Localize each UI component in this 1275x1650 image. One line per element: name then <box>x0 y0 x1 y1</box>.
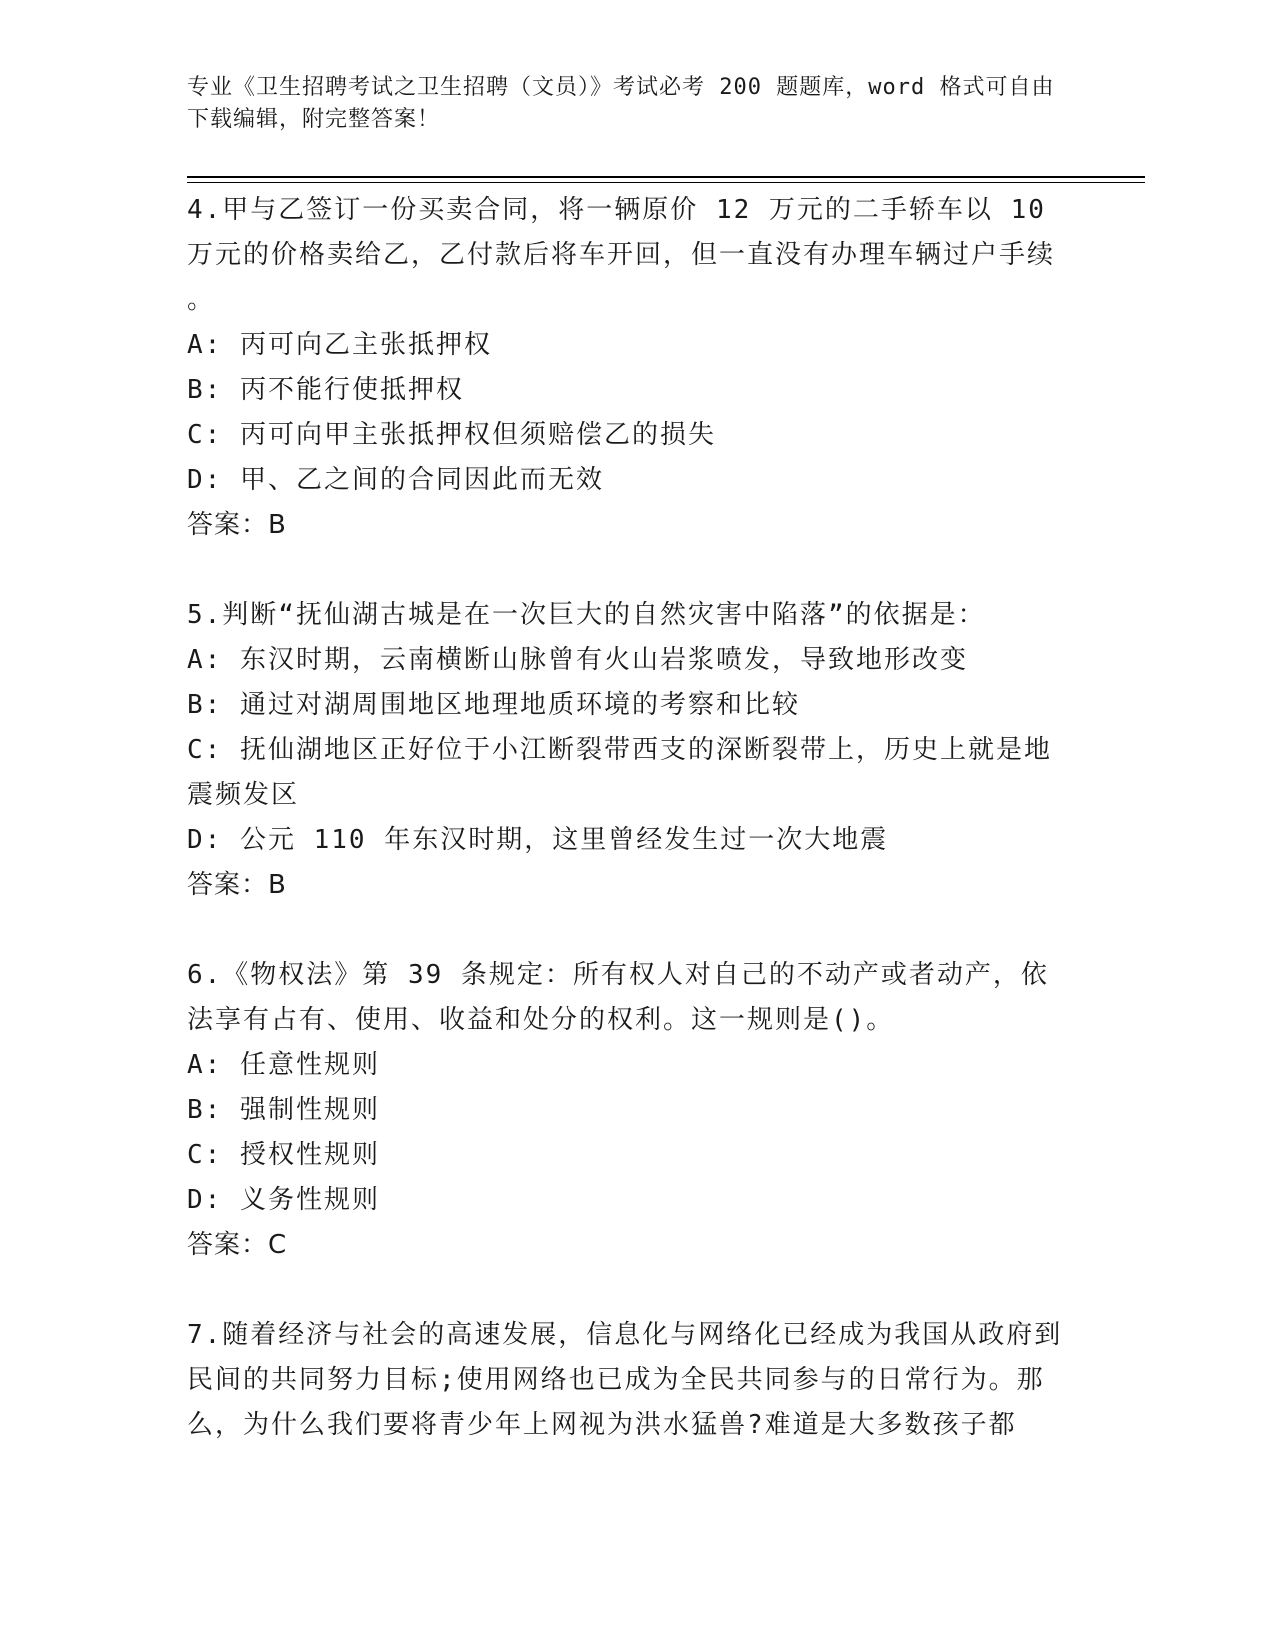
question-6 <box>187 953 1067 1268</box>
question-stem: 4.甲与乙签订一份买卖合同，将一辆原价 12 万元的二手轿车以 10 万元的价格卖给乙，乙付款后将车开回，但一直没有办理车辆过户手续 。 <box>187 195 1056 315</box>
option-d: D: 公元 110 年东汉时期，这里曾经发生过一次大地震 <box>187 825 889 855</box>
option-d: D: 甲、乙之间的合同因此而无效 <box>187 465 604 495</box>
document-header: 专业《卫生招聘考试之卫生招聘（文员）》考试必考 200 题题库，word 格式可自由下载编辑，附完整答案！ <box>187 75 1055 132</box>
question-stem: 7.随着经济与社会的高速发展，信息化与网络化已经成为我国从政府到民间的共同努力目标;使用网络也已成为全民共同参与的日常行为。那么，为什么我们要将青少年上网视为洪水猛兽?难道是大多数孩子都 <box>187 1320 1063 1440</box>
option-b: B: 丙不能行使抵押权 <box>187 375 464 405</box>
answer-label: 答案：B <box>187 510 287 540</box>
header-divider-thick <box>187 176 1145 178</box>
option-b: B: 强制性规则 <box>187 1095 380 1125</box>
option-a: A: 东汉时期，云南横断山脉曾有火山岩浆喷发，导致地形改变 <box>187 645 968 675</box>
option-d: D: 义务性规则 <box>187 1185 380 1215</box>
option-a: A: 任意性规则 <box>187 1050 380 1080</box>
question-list <box>187 188 1067 1493</box>
option-a: A: 丙可向乙主张抵押权 <box>187 330 492 360</box>
option-c: C: 丙可向甲主张抵押权但须赔偿乙的损失 <box>187 420 716 450</box>
question-stem: 6.《物权法》第 39 条规定：所有权人对自己的不动产或者动产，依法享有占有、使用、收益和处分的权利。这一规则是()。 <box>187 960 1049 1035</box>
question-4 <box>187 188 1067 548</box>
answer-label: 答案：B <box>187 870 287 900</box>
question-7 <box>187 1313 1067 1448</box>
answer-label: 答案：C <box>187 1230 288 1260</box>
option-c: C: 授权性规则 <box>187 1140 380 1170</box>
header-divider-thin <box>187 182 1145 183</box>
option-c: C: 抚仙湖地区正好位于小江断裂带西支的深断裂带上，历史上就是地震频发区 <box>187 735 1052 810</box>
question-5 <box>187 593 1067 908</box>
question-stem: 5.判断“抚仙湖古城是在一次巨大的自然灾害中陷落”的依据是： <box>187 600 986 630</box>
option-b: B: 通过对湖周围地区地理地质环境的考察和比较 <box>187 690 800 720</box>
